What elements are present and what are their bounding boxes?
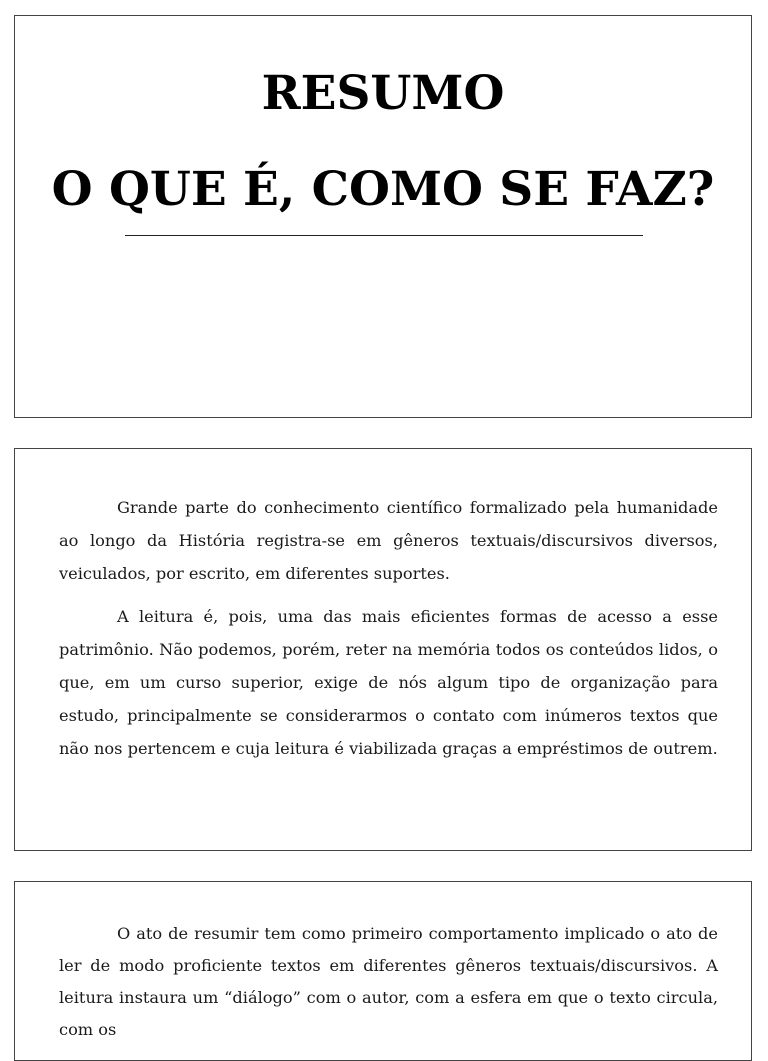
title-line-1: RESUMO	[261, 66, 505, 121]
title-line-2: O QUE É, COMO SE FAZ?	[51, 162, 715, 217]
content-slide-2	[14, 881, 752, 1061]
title-underline-divider	[125, 235, 643, 236]
paragraph-1: Grande parte do conhecimento científico formalizado pela humanidade ao longo da História registra-se em gêneros textuais/discursivos diversos, veiculados, por escrito, em diferentes suportes.	[59, 498, 718, 583]
content-slide-1	[14, 448, 752, 851]
title-slide	[14, 15, 752, 418]
slide-body-text	[59, 491, 718, 765]
slide-body-text	[59, 918, 718, 1046]
paragraph-2: A leitura é, pois, uma das mais eficientes formas de acesso a esse patrimônio. Não podemos, porém, reter na memória todos os conteúdos lidos, o que, em um curso superior, exige de nós algum tipo de organização para estudo, principalmente se considerarmos o contato com inúmeros textos que não nos pertencem e cuja leitura é viabilizada graças a empréstimos de outrem.	[59, 607, 718, 758]
paragraph-1: O ato de resumir tem como primeiro comportamento implicado o ato de ler de modo proficiente textos em diferentes gêneros textuais/discursivos. A leitura instaura um “diálogo” com o autor, com a esfera em que o texto circula, com os	[59, 924, 718, 1039]
